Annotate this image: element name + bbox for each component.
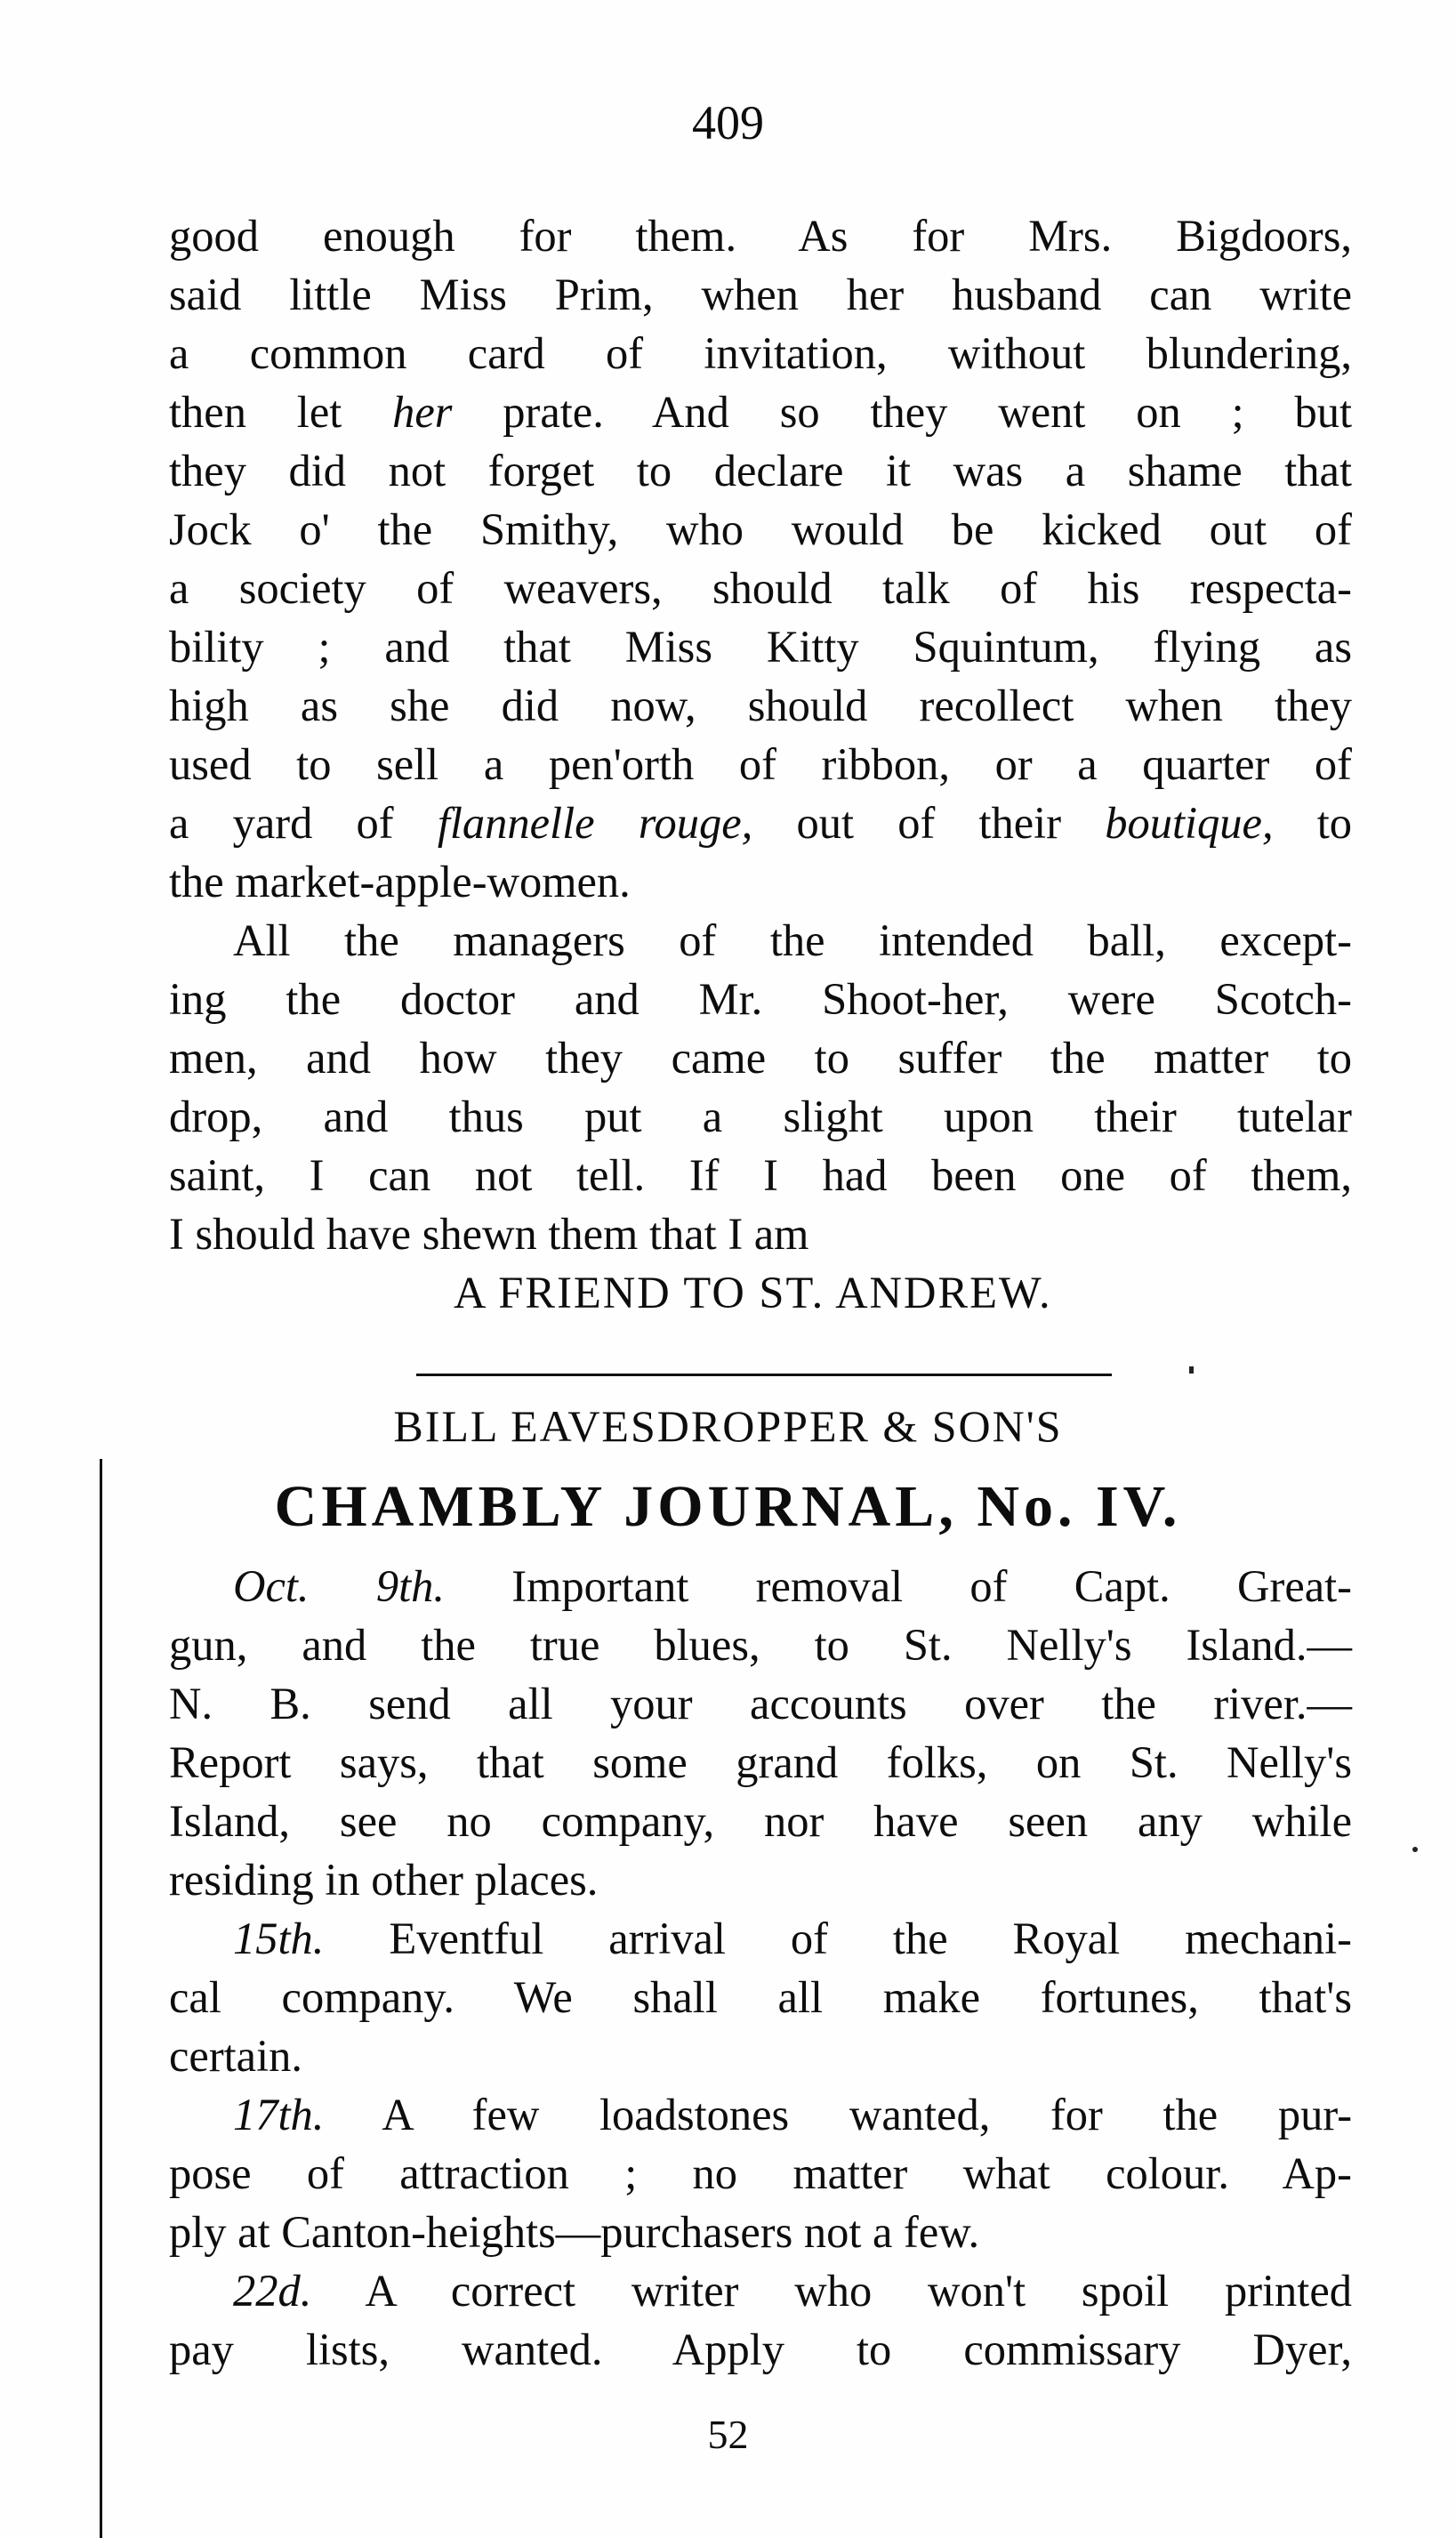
text-line: bility ; and that Miss Kitty Squintum, flying as: [169, 622, 1352, 672]
entry-date: Oct. 9th.: [233, 1561, 445, 1611]
text-line: the market-apple-women.: [169, 857, 631, 906]
text-fragment: prate. And so they went on ; but: [503, 387, 1352, 437]
text-line: said little Miss Prim, when her husband can write: [169, 270, 1352, 319]
text-line: ing the doctor and Mr. Shoot-her, were Scotch-: [169, 974, 1352, 1024]
section-divider: [416, 1374, 1112, 1376]
text-line: Report says, that some grand folks, on St. Nelly's: [169, 1737, 1352, 1787]
paragraph-gossip: [169, 206, 1352, 1322]
text-line: good enough for them. As for Mrs. Bigdoors,: [169, 211, 1352, 261]
text-fragment: Important removal of Capt. Great-: [511, 1561, 1352, 1611]
stray-mark: [1412, 1847, 1418, 1852]
signature: A FRIEND TO ST. ANDREW.: [454, 1268, 1052, 1317]
text-line: [169, 794, 1352, 852]
text-line: saint, I can not tell. If I had been one of them,: [169, 1150, 1352, 1200]
text-line: ply at Canton-heights—purchasers not a few.: [169, 2207, 980, 2257]
margin-rule: [100, 1459, 102, 2538]
text-line: a common card of invitation, without blundering,: [169, 328, 1352, 378]
text-fragment: to: [1316, 798, 1353, 848]
text-line: Island, see no company, nor have seen any while: [169, 1796, 1352, 1846]
text-line: they did not forget to declare it was a shame that: [169, 446, 1352, 496]
text-line: used to sell a pen'orth of ribbon, or a quarter of: [169, 739, 1352, 789]
entry-date: 22d.: [233, 2266, 312, 2316]
section-heading: BILL EAVESDROPPER & SON'S: [393, 1401, 1063, 1451]
journal-entries: [169, 1557, 1352, 2379]
page-number: 409: [692, 96, 764, 149]
text-line: gun, and the true blues, to St. Nelly's Island.—: [169, 1620, 1352, 1670]
text-line: pay lists, wanted. Apply to commissary Dyer,: [169, 2324, 1352, 2374]
text-fragment: a yard of: [169, 798, 394, 848]
text-line: Jock o' the Smithy, who would be kicked out of: [169, 504, 1352, 554]
text-fragment: out of their: [796, 798, 1062, 848]
text-line: pose of attraction ; no matter what colour. Ap-: [169, 2148, 1352, 2198]
text-line: drop, and thus put a slight upon their tutelar: [169, 1092, 1352, 1141]
text-line: [169, 2085, 1352, 2144]
italic-phrase: flannelle rouge,: [437, 798, 753, 848]
text-line: All the managers of the intended ball, except-: [233, 915, 1352, 965]
text-line: a society of weavers, should talk of his respecta-: [169, 563, 1352, 613]
text-fragment: Eventful arrival of the Royal mechani-: [389, 1914, 1352, 1963]
text-line: [169, 1909, 1352, 1968]
text-line: cal company. We shall all make fortunes, that's: [169, 1972, 1352, 2022]
text-line: N. B. send all your accounts over the river.—: [169, 1679, 1352, 1728]
text-fragment: A few loadstones wanted, for the pur-: [382, 2090, 1353, 2139]
text-line: men, and how they came to suffer the matter to: [169, 1033, 1352, 1083]
text-line: [169, 1557, 1352, 1615]
signature-mark: 52: [707, 2412, 749, 2457]
italic-word: boutique,: [1105, 798, 1274, 848]
text-line: [169, 383, 1352, 441]
section-title: CHAMBLY JOURNAL, No. IV.: [274, 1474, 1182, 1539]
italic-word: her: [392, 387, 453, 437]
text-line: high as she did now, should recollect when they: [169, 681, 1352, 730]
text-line: I should have shewn them that I am: [169, 1209, 809, 1259]
text-fragment: A correct writer who won't spoil printed: [365, 2266, 1352, 2316]
entry-date: 15th.: [233, 1914, 325, 1963]
entry-date: 17th.: [233, 2090, 325, 2139]
text-line: [169, 2261, 1352, 2320]
text-line: residing in other places.: [169, 1855, 599, 1905]
text-fragment: then let: [169, 387, 342, 437]
divider-mark: [1189, 1366, 1194, 1374]
text-line: certain.: [169, 2031, 302, 2081]
